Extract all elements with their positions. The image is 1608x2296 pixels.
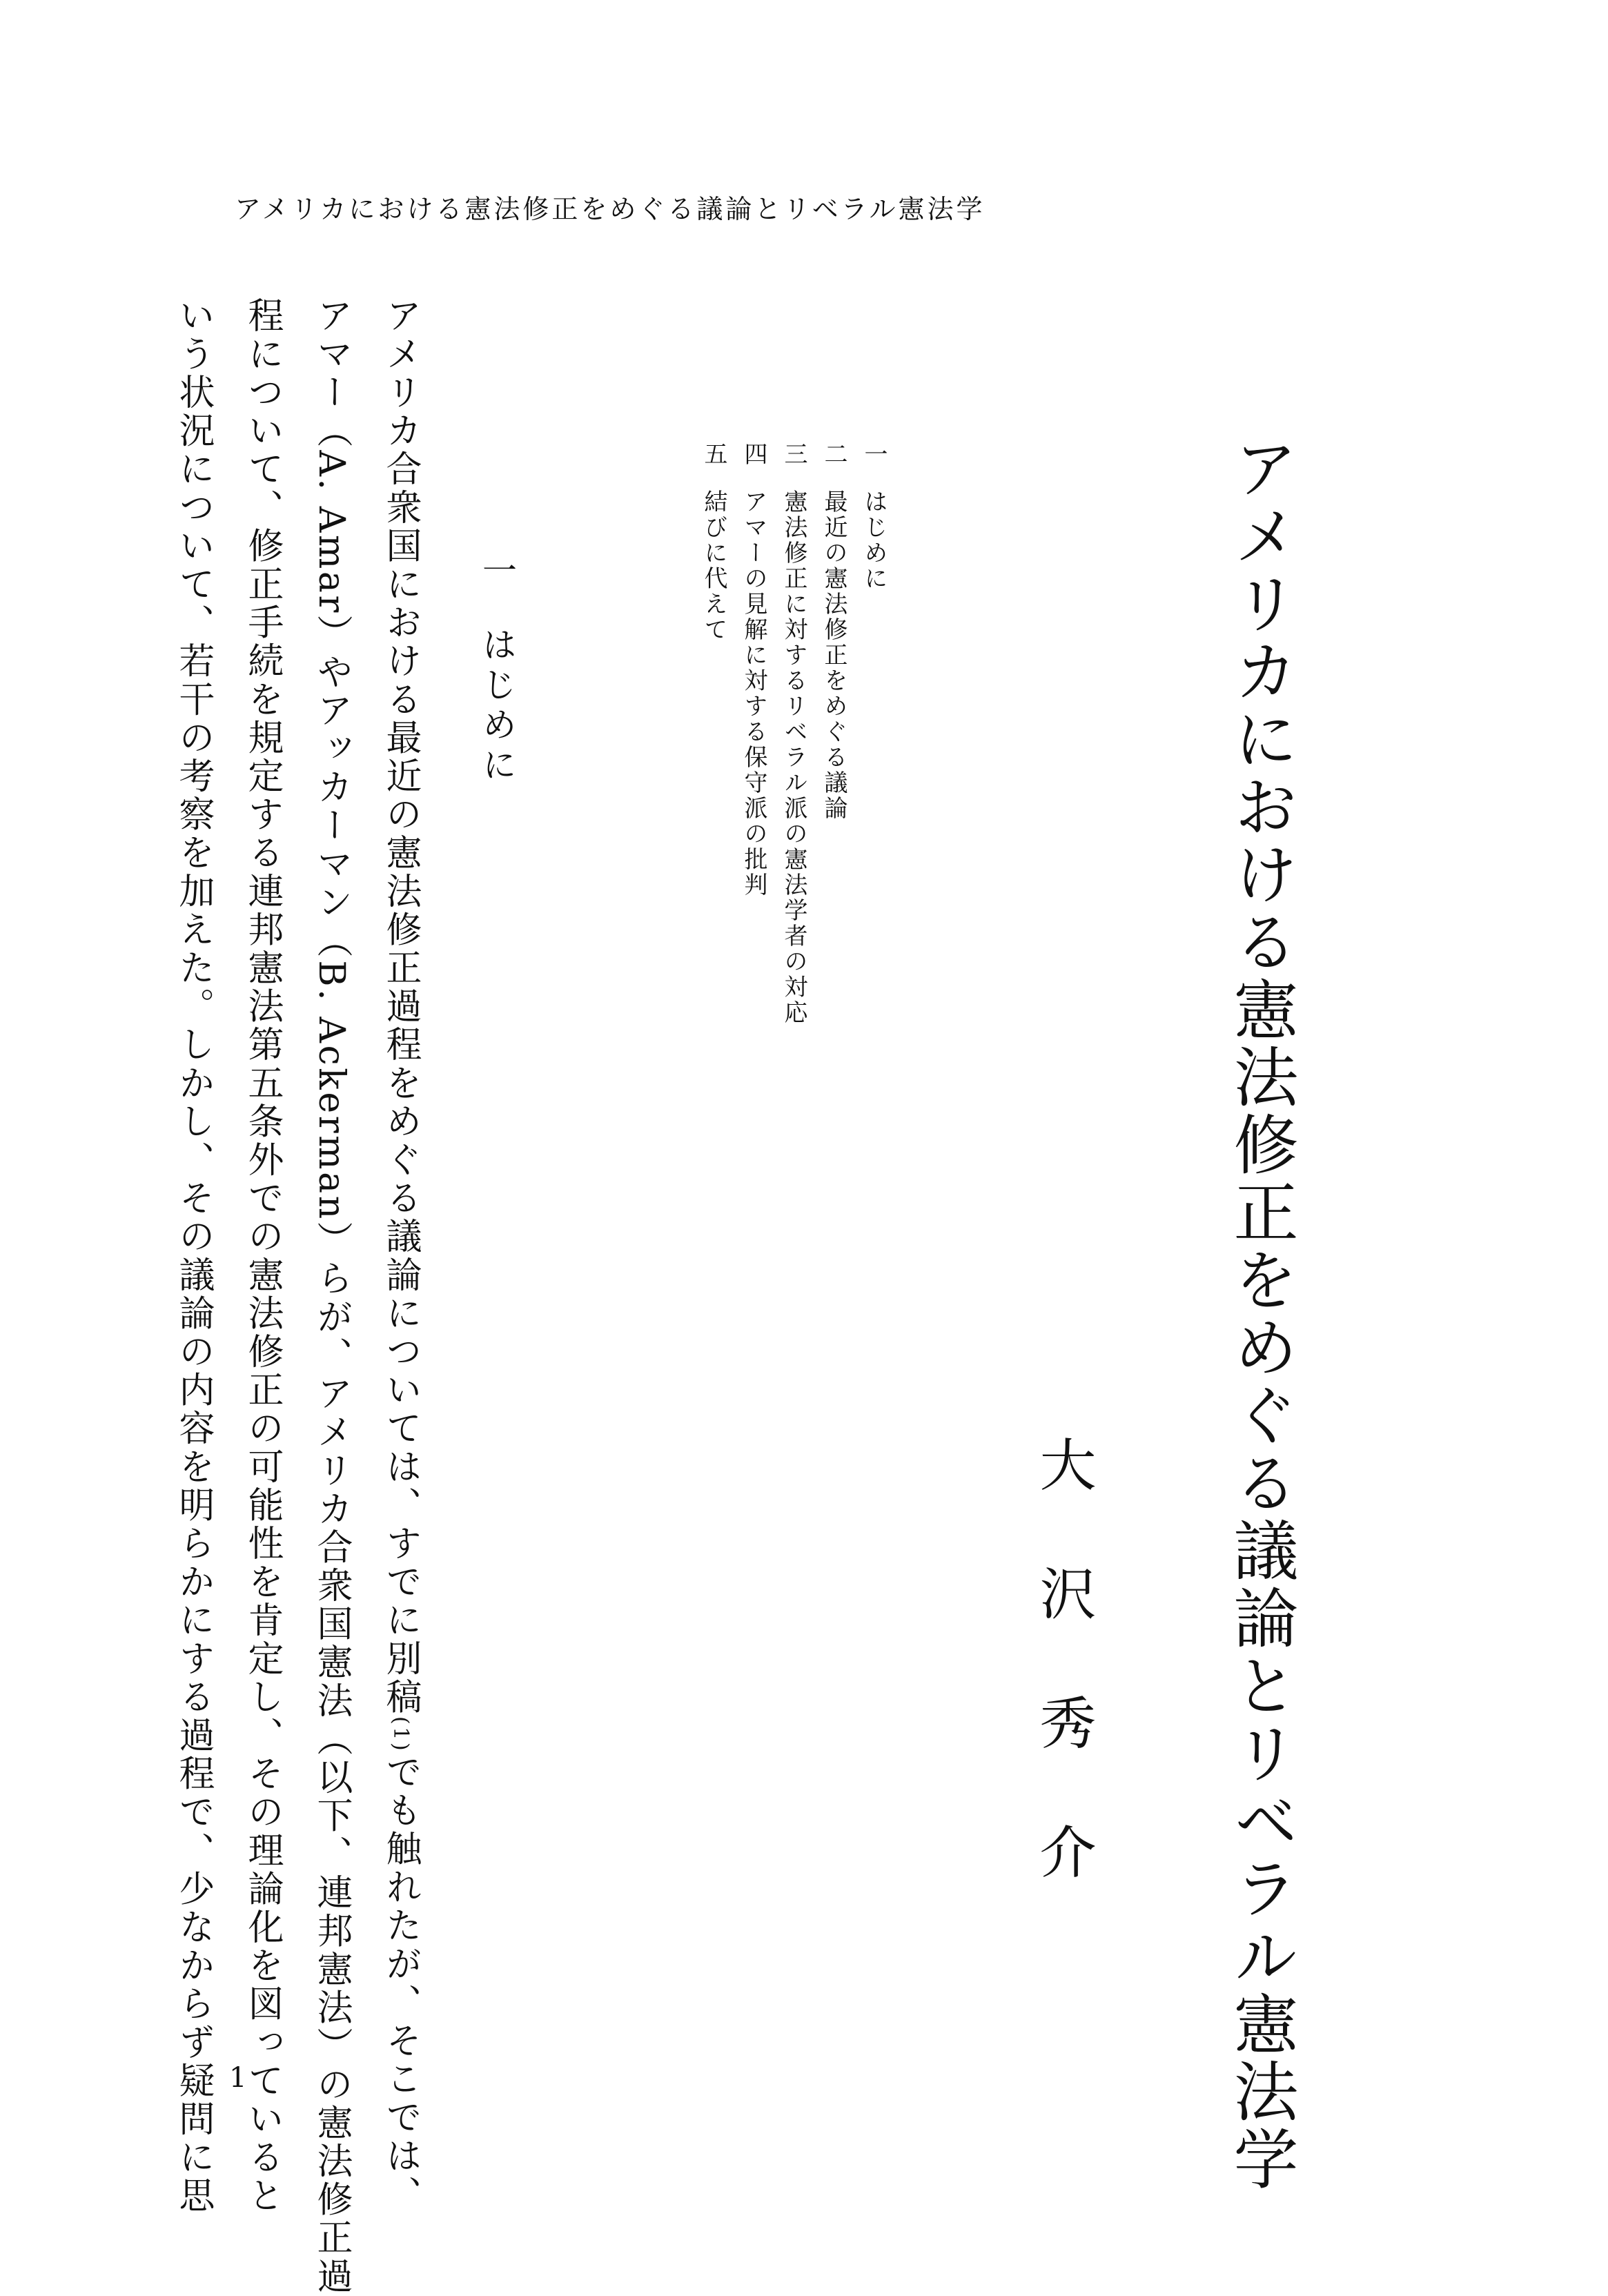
article-title: アメリカにおける憲法修正をめぐる議論とリベラル憲法学 bbox=[1222, 435, 1297, 2193]
body-line: 程について、修正手続を規定する連邦憲法第五条外での憲法修正の可能性を肯定し、その理論化を図っていると bbox=[242, 297, 283, 2215]
page-number: 1 bbox=[229, 2062, 247, 2094]
toc-item bbox=[694, 442, 734, 1132]
body-line: いう状況について、若干の考察を加えた。しかし、その議論の内容を明らかにする過程で、少なからず疑問に思 bbox=[173, 297, 214, 2215]
toc-item-number: 五 bbox=[700, 442, 727, 467]
body-line-text: でも触れたが、そこでは、 bbox=[380, 1753, 421, 2214]
toc-item-label: はじめに bbox=[860, 489, 888, 591]
table-of-contents bbox=[687, 442, 894, 1132]
author-name: 大沢秀介 bbox=[1030, 1435, 1096, 1952]
section-number: 一 bbox=[477, 552, 517, 592]
toc-item-number: 四 bbox=[740, 442, 767, 467]
toc-item-number: 二 bbox=[820, 442, 847, 467]
toc-item-label: 憲法修正に対するリベラル派の憲法学者の対応 bbox=[780, 489, 807, 1026]
toc-item bbox=[854, 442, 894, 1132]
body-line-text: アメリカ合衆国における最近の憲法修正過程をめぐる議論については、すでに別稿 bbox=[380, 297, 421, 1717]
toc-item bbox=[814, 442, 854, 1132]
toc-item bbox=[734, 442, 774, 1132]
toc-item-label: アマーの見解に対する保守派の批判 bbox=[740, 489, 767, 898]
body-line bbox=[366, 297, 435, 2296]
section-heading bbox=[476, 552, 518, 787]
section-title: はじめに bbox=[477, 627, 517, 787]
toc-item-number: 一 bbox=[860, 442, 888, 467]
toc-item-label: 結びに代えて bbox=[700, 489, 727, 642]
toc-item-number: 三 bbox=[780, 442, 807, 467]
footnote-marker[interactable]: (1) bbox=[389, 1716, 413, 1754]
body-text bbox=[159, 297, 435, 2296]
toc-item bbox=[774, 442, 814, 1132]
running-header: アメリカにおける憲法修正をめぐる議論とリベラル憲法学 bbox=[235, 194, 986, 224]
toc-item-label: 最近の憲法修正をめぐる議論 bbox=[820, 489, 847, 821]
body-line: アマー（A. Amar）やアッカーマン（B. Ackerman）らが、アメリカ合衆国憲法（以下、連邦憲法）の憲法修正過 bbox=[311, 297, 352, 2296]
